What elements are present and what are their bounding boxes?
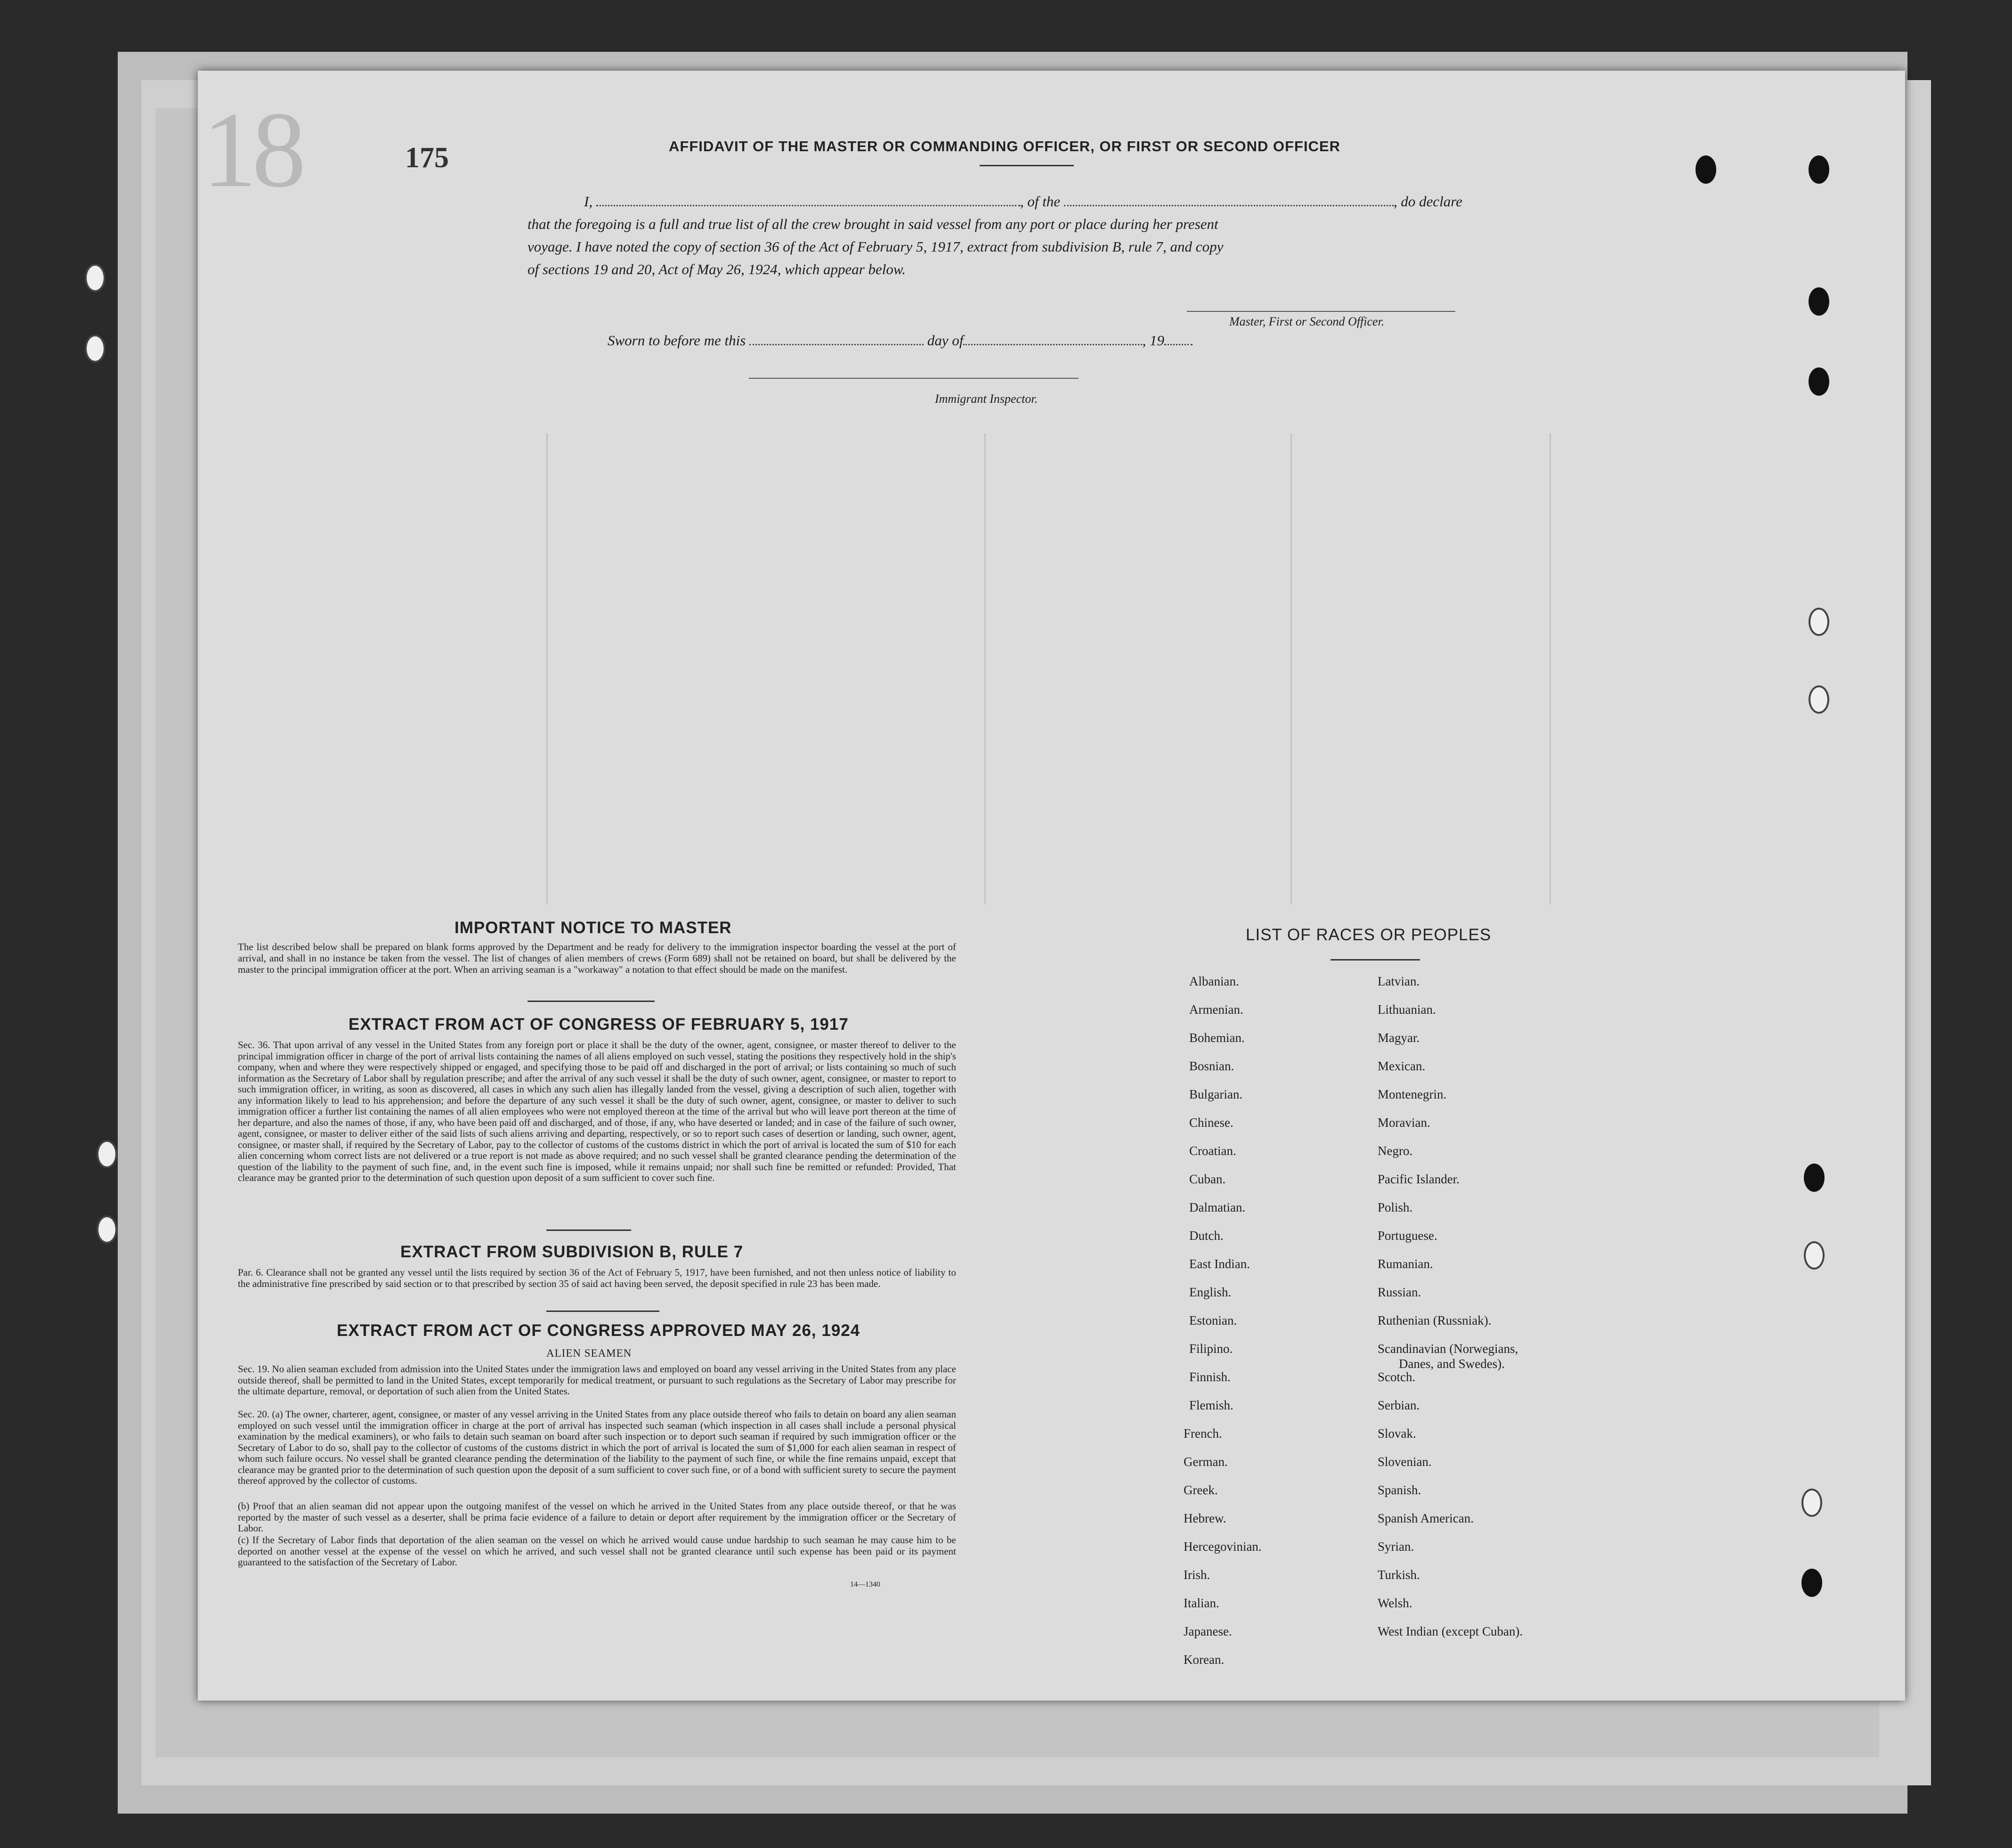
sworn-month-field[interactable]	[963, 333, 1142, 345]
affidavit-line-2: that the foregoing is a full and true list of all the crew brought in said vessel from any port or place during her present	[527, 216, 1218, 232]
affidavit-i: I,	[584, 193, 593, 210]
race-item: Syrian.	[1378, 1539, 1414, 1554]
race-item: Dalmatian.	[1189, 1200, 1246, 1214]
punch-hole	[97, 1215, 117, 1244]
race-item: Mexican.	[1378, 1059, 1426, 1073]
affidavit-title: AFFIDAVIT OF THE MASTER OR COMMANDING OFFICER, OR FIRST OR SECOND OFFICER	[669, 138, 1341, 155]
race-item: Bulgarian.	[1189, 1087, 1243, 1101]
race-item: German.	[1184, 1455, 1228, 1469]
race-item: Flemish.	[1189, 1398, 1233, 1412]
races-title: LIST OF RACES OR PEOPLES	[1246, 926, 1492, 944]
race-item: Greek.	[1184, 1483, 1218, 1497]
race-item: Russian.	[1378, 1285, 1421, 1299]
punch-hole	[1696, 155, 1716, 184]
punch-hole	[1809, 367, 1829, 396]
extract-1924-sec20a: Sec. 20. (a) The owner, charterer, agent, consignee, or master of any vessel arriving in the United States from any place outside thereof who fails to detain on board any alien seaman employed on such vessel until the immigration officer in charge at the port of arrival has inspected such seaman (which inspection in all cases shall include a personal physical examination by the medical examiners), or who fails to detain such seaman on board after such inspection or to deport such seaman if required by such immigration officer or the Secretary of Labor to do so, shall pay to the collector of customs of the customs district in which the port of arrival is located the sum of $1,000 for each alien seaman in respect of whom such failure occurs. No vessel shall be granted clearance pending the determination of the liability to the payment of such fine, or while the fine remains unpaid, except that clearance may be granted prior to the determination of such question upon the deposit of a sum sufficient to cover such fine, or of a bond with sufficient surety to secure the payment thereof approved by the collector of customs.	[238, 1408, 956, 1486]
affidavit-line-4: of sections 19 and 20, Act of May 26, 1924, which appear below.	[527, 261, 906, 277]
extract-1924-sec20c: (c) If the Secretary of Labor finds that deportation of the alien seaman on the vessel on which he arrived would cause undue hardship to such seaman he may cause him to be deported on another vessel at the expense of the vessel on which he arrived, and such vessel shall not be granted clearance until such expense has been paid or its payment guaranteed to the satisfaction of the Secretary of Labor.	[238, 1534, 956, 1568]
page-number-stamp: 175	[405, 142, 449, 174]
bleed-through-line	[1550, 433, 1551, 904]
sworn-year: , 19	[1142, 332, 1164, 349]
race-item: Spanish.	[1378, 1483, 1421, 1497]
race-item: Ruthenian (Russniak).	[1378, 1313, 1492, 1327]
race-item: Slovak.	[1378, 1426, 1416, 1441]
race-item: Japanese.	[1184, 1624, 1232, 1638]
punch-hole	[1804, 1241, 1825, 1270]
race-item: Magyar.	[1378, 1031, 1420, 1045]
race-item: Spanish American.	[1378, 1511, 1474, 1525]
race-item: Hebrew.	[1184, 1511, 1226, 1525]
race-item: Bohemian.	[1189, 1031, 1245, 1045]
race-item: Turkish.	[1378, 1568, 1420, 1582]
race-item: West Indian (except Cuban).	[1378, 1624, 1523, 1638]
race-item: Serbian.	[1378, 1398, 1420, 1412]
race-item: Armenian.	[1189, 1002, 1243, 1017]
affidavit-do-declare: , do declare	[1393, 193, 1462, 210]
master-signature-line[interactable]	[1187, 311, 1455, 312]
inspector-signature-line[interactable]	[749, 378, 1079, 379]
extract-rule7-body: Par. 6. Clearance shall not be granted any vessel until the lists required by section 36 of the Act of February 5, 1917, have been furnished, and not then unless notice of liability to the administrative fine prescribed by said section or to that prescribed by section 35 of said act having been served, the deposit specified in rule 23 has been made.	[238, 1267, 956, 1289]
race-item: Finnish.	[1189, 1370, 1231, 1384]
notice-rule	[527, 1001, 655, 1002]
extract-1917-rule	[546, 1229, 631, 1231]
affidavit-of-the: , of the	[1020, 193, 1061, 210]
race-item: Estonian.	[1189, 1313, 1237, 1327]
race-item: Filipino.	[1189, 1342, 1233, 1356]
extract-rule7-title: EXTRACT FROM SUBDIVISION B, RULE 7	[400, 1243, 744, 1261]
race-item: Montenegrin.	[1378, 1087, 1447, 1101]
race-item-continuation: Danes, and Swedes).	[1399, 1357, 1505, 1371]
inspector-label: Immigrant Inspector.	[935, 392, 1038, 406]
race-item: Rumanian.	[1378, 1257, 1433, 1271]
race-item: English.	[1189, 1285, 1232, 1299]
race-item: Moravian.	[1378, 1115, 1430, 1130]
race-item: Korean.	[1184, 1653, 1225, 1667]
affidavit-line-3: voyage. I have noted the copy of section 36 of the Act of February 5, 1917, extract from subdivision B, rule 7, and copy	[527, 238, 1224, 255]
notice-title: IMPORTANT NOTICE TO MASTER	[454, 919, 732, 937]
race-item: Slovenian.	[1378, 1455, 1432, 1469]
punch-hole	[1809, 155, 1829, 184]
extract-1924-subtitle: ALIEN SEAMEN	[546, 1347, 632, 1359]
race-item: Scandinavian (Norwegians,	[1378, 1342, 1518, 1356]
sworn-line	[608, 332, 1193, 349]
race-item: Italian.	[1184, 1596, 1219, 1610]
bleed-through-line	[546, 433, 548, 904]
race-item: Hercegovinian.	[1184, 1539, 1262, 1554]
race-item: Irish.	[1184, 1568, 1210, 1582]
punch-hole	[1809, 685, 1829, 714]
bleed-through-line	[984, 433, 986, 904]
punch-hole	[97, 1140, 117, 1168]
master-name-field[interactable]	[596, 194, 1020, 206]
races-title-rule	[1331, 959, 1420, 961]
notice-body: The list described below shall be prepared on blank forms approved by the Department and be ready for delivery to the immigration inspector boarding the vessel at the port of arrival, and shall in no instance be taken from the vessel. The list of changes of alien members of crews (Form 689) shall not be retained on board, but shall be delivered by the master to the principal immigration officer at the port. When an arriving seaman is a "workaway" a notation to that effect should be made on the manifest.	[238, 941, 956, 975]
race-item: Albanian.	[1189, 974, 1239, 988]
extract-rule7-rule	[546, 1311, 659, 1312]
bleed-through-line	[1290, 433, 1292, 904]
vessel-name-field[interactable]	[1064, 194, 1394, 206]
race-item: East Indian.	[1189, 1257, 1250, 1271]
race-item: Polish.	[1378, 1200, 1413, 1214]
sworn-day-field[interactable]	[749, 333, 924, 345]
extract-1917-title: EXTRACT FROM ACT OF CONGRESS OF FEBRUARY 5, 1917	[349, 1015, 849, 1034]
form-number: 14—1340	[850, 1580, 880, 1588]
master-signature-label: Master, First or Second Officer.	[1229, 315, 1385, 328]
affidavit-title-rule	[980, 165, 1074, 166]
race-item: Lithuanian.	[1378, 1002, 1436, 1017]
punch-hole	[1809, 287, 1829, 316]
extract-1924-title: EXTRACT FROM ACT OF CONGRESS APPROVED MAY 26, 1924	[337, 1321, 860, 1340]
sworn-prefix: Sworn to before me this	[608, 332, 746, 349]
sworn-year-field[interactable]	[1164, 333, 1193, 345]
extract-1924-sec19: Sec. 19. No alien seaman excluded from admission into the United States under the immigration laws and employed on board any vessel arriving in the United States from any place outside thereof, shall be permitted to land in the United States, except temporarily for medical treatment, or pursuant to such regulations as the Secretary of Labor may prescribe for the ultimate departure, removal, or deportation of such alien from the United States.	[238, 1363, 956, 1397]
race-item: Cuban.	[1189, 1172, 1226, 1186]
race-item: French.	[1184, 1426, 1222, 1441]
race-item: Portuguese.	[1378, 1229, 1437, 1243]
affidavit-line-1	[584, 193, 1462, 210]
race-item: Welsh.	[1378, 1596, 1412, 1610]
sworn-day-of: day of	[927, 332, 964, 349]
punch-hole	[1801, 1489, 1822, 1517]
punch-hole	[1809, 608, 1829, 636]
race-item: Dutch.	[1189, 1229, 1224, 1243]
extract-1924-sec20b: (b) Proof that an alien seaman did not appear upon the outgoing manifest of the vessel on which he arrived in the United States from any place outside thereof, or that he was reported by the master of such vessel as a deserter, shall be prima facie evidence of a failure to detain or deport after requirement by the immigration officer or the Secretary of Labor.	[238, 1500, 956, 1534]
race-item: Negro.	[1378, 1144, 1413, 1158]
race-item: Latvian.	[1378, 974, 1420, 988]
punch-hole	[1804, 1164, 1825, 1192]
punch-hole	[1801, 1569, 1822, 1597]
race-item: Scotch.	[1378, 1370, 1416, 1384]
punch-hole	[85, 264, 105, 292]
race-item: Pacific Islander.	[1378, 1172, 1460, 1186]
punch-hole	[85, 334, 105, 363]
sheet-number-stamp: 18	[203, 90, 301, 210]
extract-1917-body: Sec. 36. That upon arrival of any vessel in the United States from any foreign port or place it shall be the duty of the owner, agent, consignee, or master thereof to deliver to the principal immigration officer in charge of the port of arrival lists containing the names of all aliens employed on such vessel, stating the positions they respectively hold in the ship's company, when and where they were respectively shipped or engaged, and specifying those to be paid off and discharged in the port of arrival; or lists containing so much of such information as the Secretary of Labor shall by regulation prescribe; and after the arrival of any such vessel it shall be the duty of such owner, agent, consignee, or master to report to such immigration officer, in writing, as soon as discovered, all cases in which any such alien has illegally landed from the vessel, giving a description of such alien, together with any information likely to lead to his apprehension; and before the departure of any such vessel it shall be the duty of such owner, agent, consignee, or master to deliver to such immigration officer a further list containing the names of all alien employees who were not employed thereon at the time of the arrival but who will leave port thereon at the time of her departure, and also the names of those, if any, who have been paid off and discharged, and of those, if any, who have deserted or landed; and in case of the failure of such owner, agent, consignee, or master to deliver either of the said lists of such aliens arriving and departing, respectively, or so to report such cases of desertion or landing, such owner, agent, consignee, or master shall, if required by the Secretary of Labor, pay to the collector of customs of the customs district in which the port of arrival is located the sum of $10 for each alien concerning whom correct lists are not delivered or a true report is not made as above required; and no such vessel shall be granted clearance pending the determination of the question of the liability to the payment of such fine, and, in the event such fine is imposed, while it remains unpaid; nor shall such fine be remitted or refunded: Provided, That clearance may be granted prior to the determination of such question upon deposit of a sum sufficient to cover such fine.	[238, 1039, 956, 1183]
race-item: Chinese.	[1189, 1115, 1233, 1130]
race-item: Croatian.	[1189, 1144, 1236, 1158]
race-item: Bosnian.	[1189, 1059, 1234, 1073]
